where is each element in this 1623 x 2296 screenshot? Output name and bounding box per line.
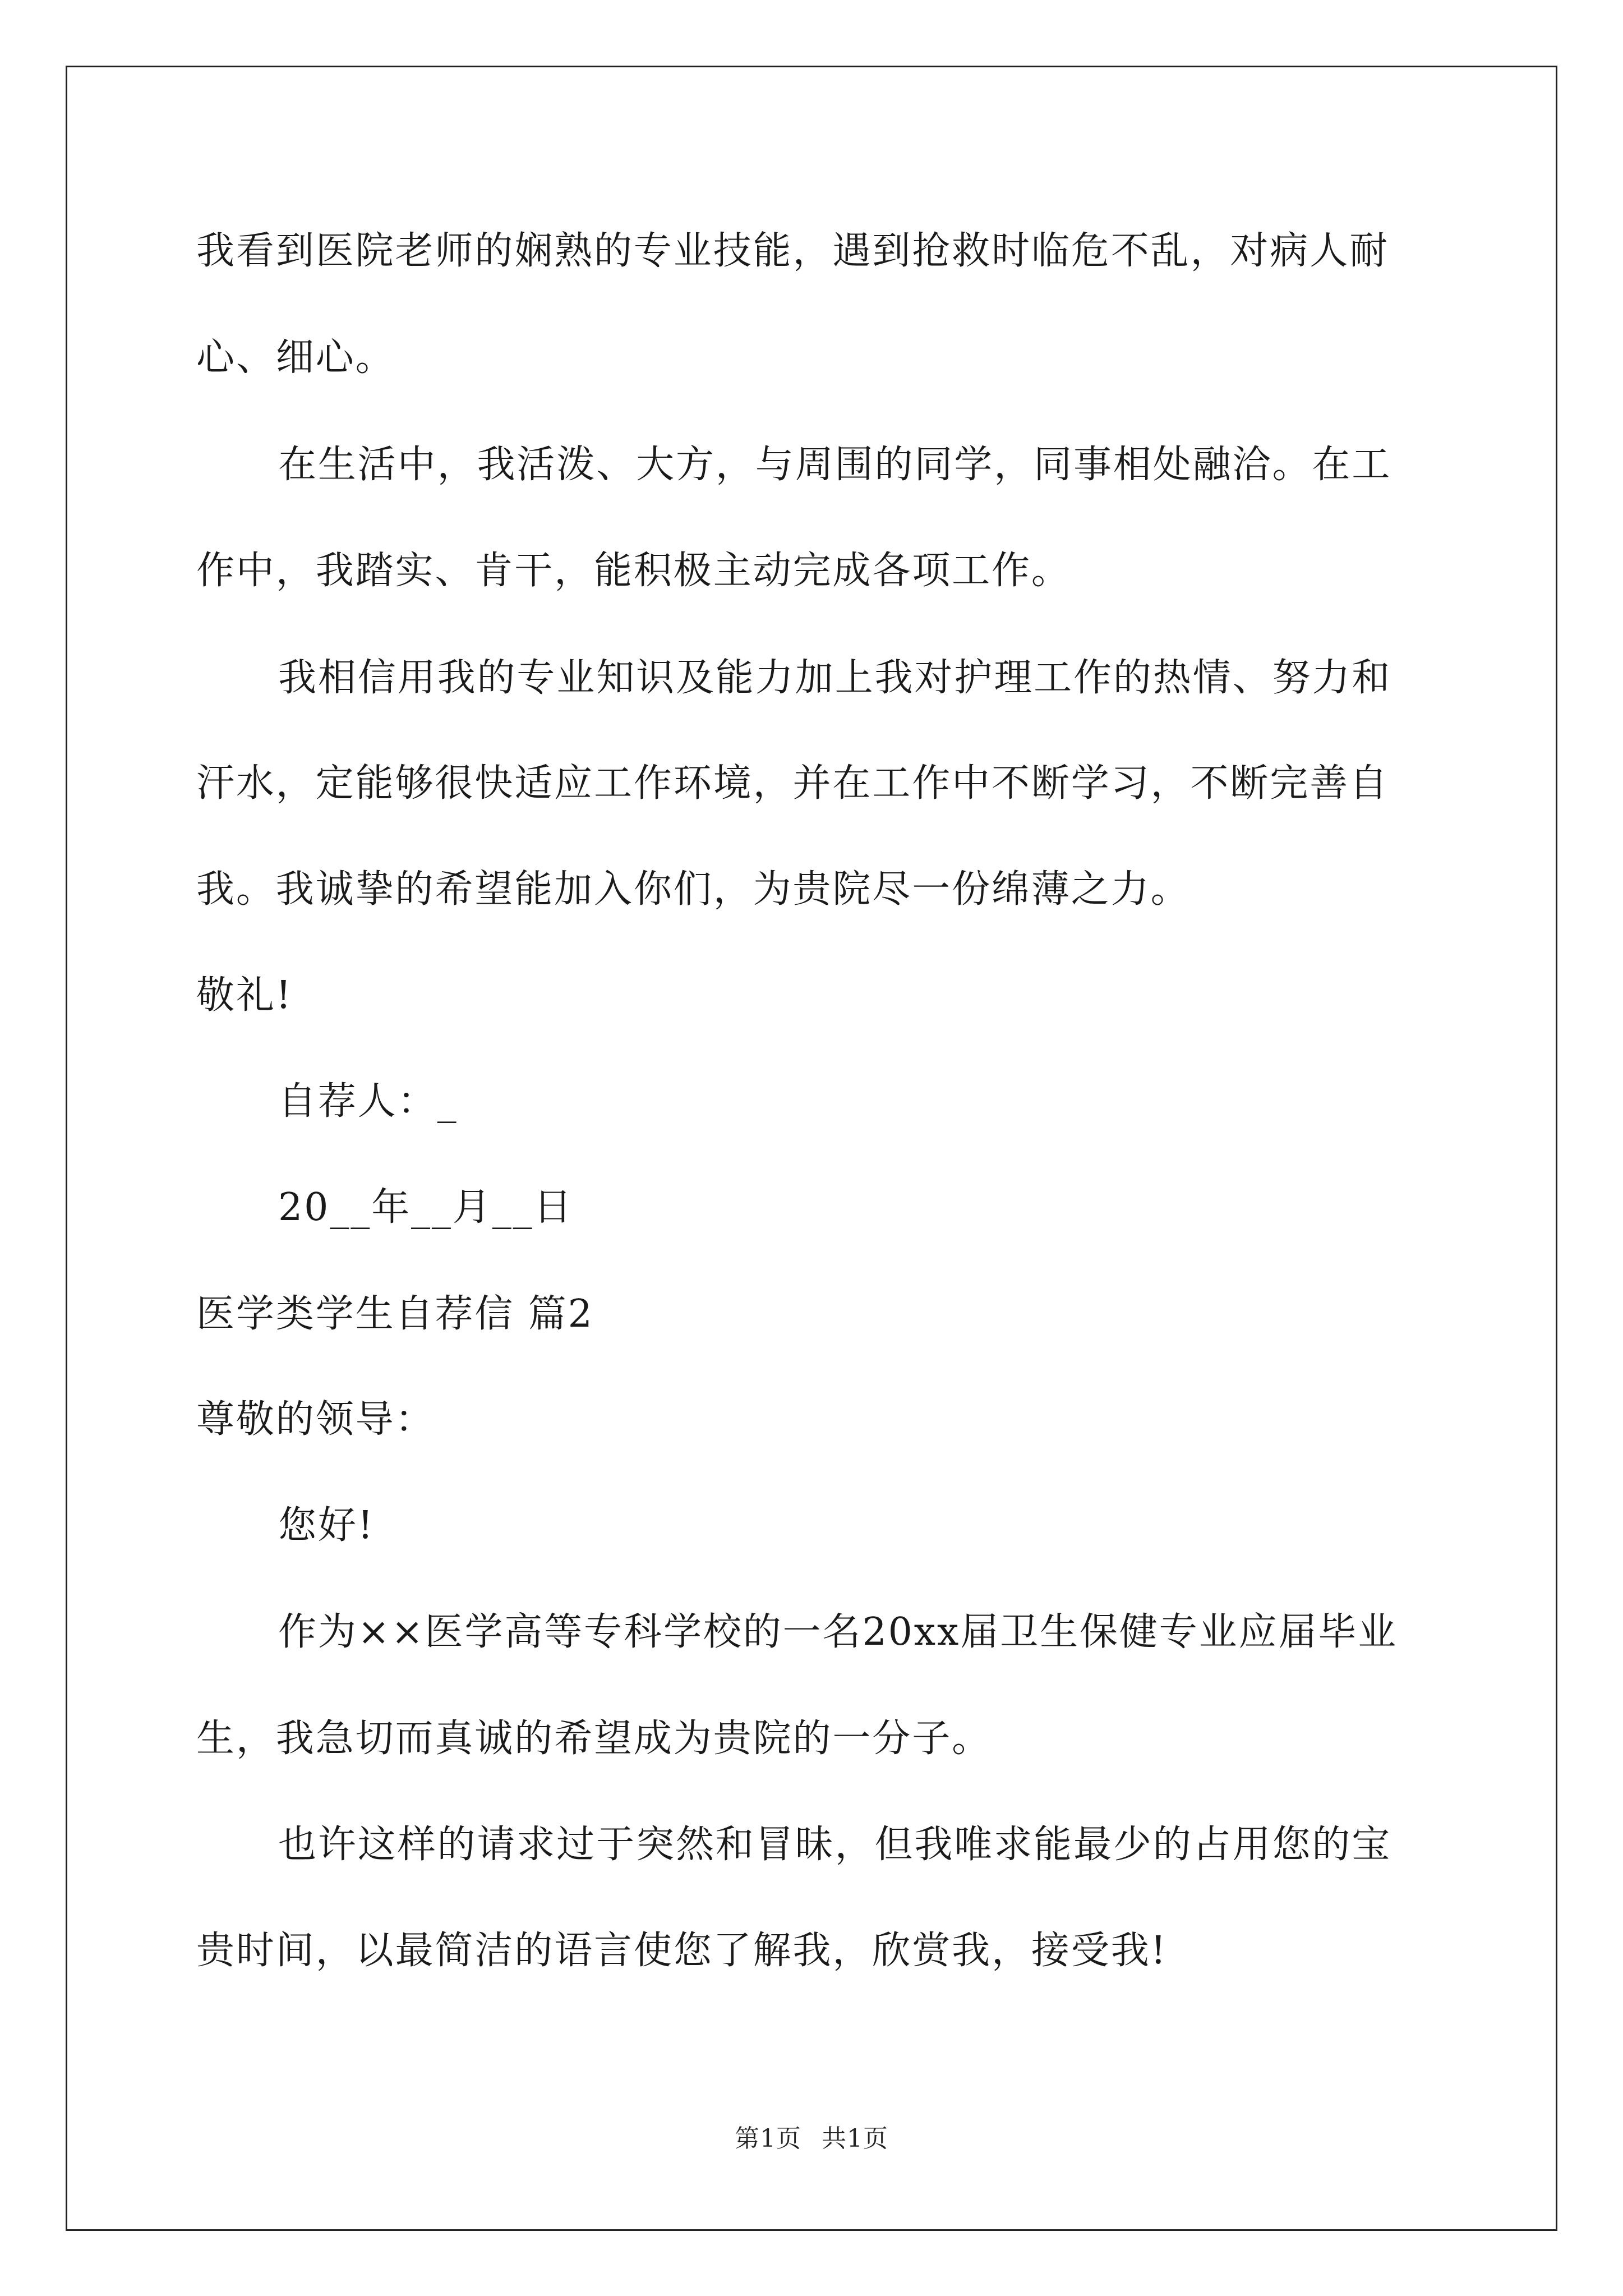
- body-line: 我看到医院老师的娴熟的专业技能，遇到抢救时临危不乱，对病人耐: [196, 229, 1390, 273]
- body-line: 作中，我踏实、肯干，能积极主动完成各项工作。: [196, 549, 1071, 593]
- page-footer: [0, 2122, 1623, 2156]
- body-line: 在生活中，我活泼、大方，与周围的同学，同事相处融洽。在工: [278, 443, 1392, 487]
- greeting: 尊敬的领导：: [196, 1397, 435, 1442]
- body-line: 贵时间，以最简洁的语言使您了解我，欣赏我，接受我!: [196, 1929, 1168, 1973]
- page-total: 共1页: [822, 2124, 888, 2153]
- greeting-hello: 您好!: [278, 1503, 375, 1548]
- body-line: 心、细心。: [196, 335, 395, 380]
- signature-line: 自荐人：_: [278, 1079, 458, 1124]
- body-line: 也许这样的请求过于突然和冒昧，但我唯求能最少的占用您的宝: [278, 1823, 1392, 1867]
- body-line: 生，我急切而真诚的希望成为贵院的一分子。: [196, 1717, 992, 1761]
- body-line: 我。我诚挚的希望能加入你们，为贵院尽一份绵薄之力。: [196, 867, 1191, 912]
- section-heading: 医学类学生自荐信 篇2: [196, 1292, 594, 1336]
- page-border: [66, 66, 1557, 2231]
- page-number: 第1页: [735, 2124, 801, 2153]
- date-line: 20__年__月__日: [278, 1185, 574, 1230]
- closing-salutation: 敬礼!: [196, 973, 293, 1018]
- body-line: 作为××医学高等专科学校的一名20xx届卫生保健专业应届毕业: [278, 1610, 1398, 1654]
- body-line: 汗水，定能够很快适应工作环境，并在工作中不断学习，不断完善自: [196, 761, 1390, 806]
- body-line: 我相信用我的专业知识及能力加上我对护理工作的热情、努力和: [278, 656, 1392, 700]
